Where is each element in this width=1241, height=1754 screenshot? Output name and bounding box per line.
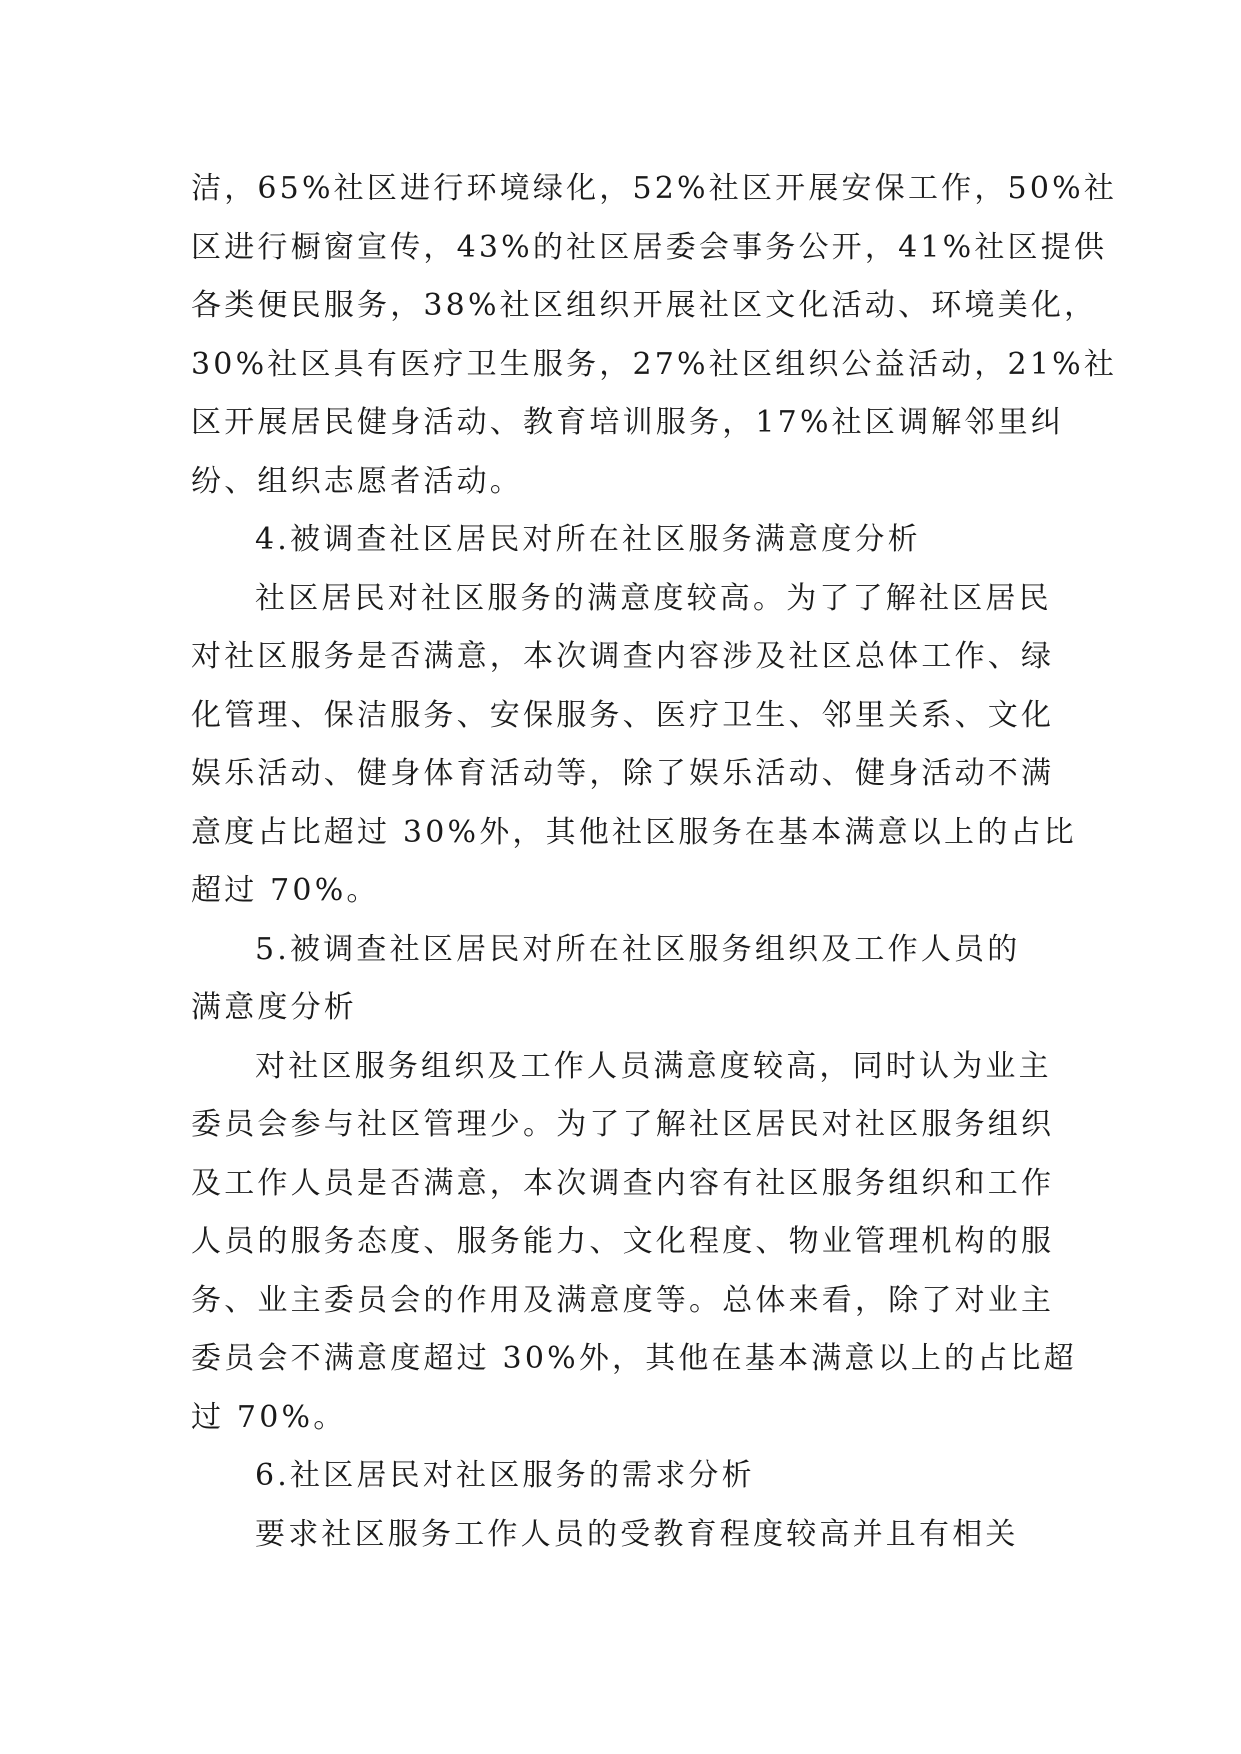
paragraph-first-line: 要求社区服务工作人员的受教育程度较高并且有相关 [255, 1516, 1019, 1552]
section-heading-5: 5.被调查社区居民对所在社区服务组织及工作人员的 [255, 931, 1021, 967]
body-text-line: 对社区服务是否满意，本次调查内容涉及社区总体工作、绿 [191, 639, 1055, 674]
body-text-line: 30%社区具有医疗卫生服务，27%社区组织公益活动，21%社 [191, 346, 1118, 382]
paragraph-first-line: 社区居民对社区服务的满意度较高。为了了解社区居民 [255, 580, 1052, 616]
body-text-line: 各类便民服务，38%社区组织开展社区文化活动、环境美化， [191, 288, 1098, 323]
body-text-line: 洁，65%社区进行环境绿化，52%社区开展安保工作，50%社 [191, 171, 1118, 206]
body-text-line: 纷、组织志愿者活动。 [191, 463, 523, 499]
body-text-line: 人员的服务态度、服务能力、文化程度、物业管理机构的服 [191, 1224, 1055, 1259]
body-text-line: 区开展居民健身活动、教育培训服务，17%社区调解邻里纠 [191, 405, 1065, 440]
body-text-line: 化管理、保洁服务、安保服务、医疗卫生、邻里关系、文化 [191, 697, 1055, 733]
body-text-line: 委员会不满意度超过 30%外，其他在基本满意以上的占比超 [191, 1341, 1077, 1376]
section-heading-6: 6.社区居民对社区服务的需求分析 [255, 1458, 755, 1493]
paragraph-first-line: 对社区服务组织及工作人员满意度较高，同时认为业主 [255, 1048, 1052, 1084]
body-text-line: 超过 70%。 [191, 873, 380, 908]
body-text-line: 娱乐活动、健身体育活动等，除了娱乐活动、健身活动不满 [191, 756, 1055, 791]
document-body [191, 160, 1118, 1564]
section-heading-5-continuation: 满意度分析 [191, 990, 357, 1025]
body-text-line: 过 70%。 [191, 1399, 347, 1435]
body-text-line: 区进行橱窗宣传，43%的社区居委会事务公开，41%社区提供 [191, 229, 1108, 265]
body-text-line: 务、业主委员会的作用及满意度等。总体来看，除了对业主 [191, 1282, 1055, 1318]
section-heading-4: 4.被调查社区居民对所在社区服务满意度分析 [255, 522, 921, 557]
body-text-line: 委员会参与社区管理少。为了了解社区居民对社区服务组织 [191, 1107, 1055, 1142]
body-text-line: 及工作人员是否满意，本次调查内容有社区服务组织和工作 [191, 1165, 1055, 1201]
body-text-line: 意度占比超过 30%外，其他社区服务在基本满意以上的占比 [191, 814, 1077, 850]
